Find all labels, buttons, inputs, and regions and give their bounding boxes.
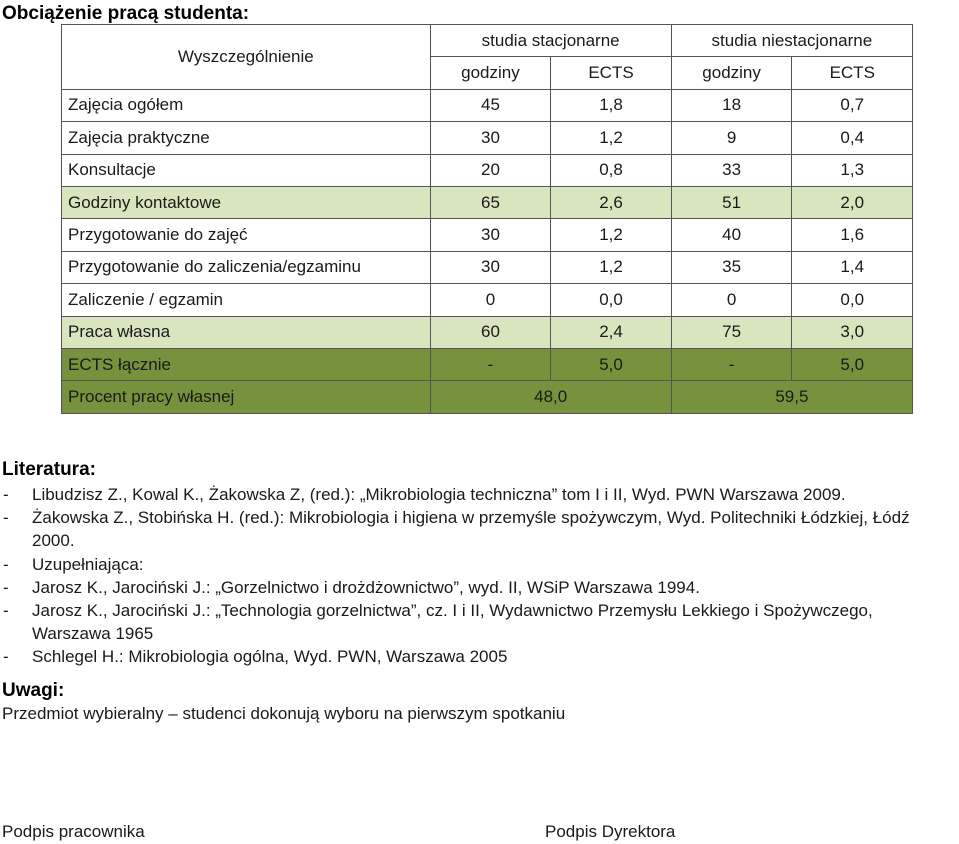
header-row-1 — [62, 25, 913, 57]
cell: 35 — [671, 251, 792, 283]
list-item-text: Schlegel H.: Mikrobiologia ogólna, Wyd. PWN, Warszawa 2005 — [32, 647, 508, 667]
cell: 2,0 — [792, 186, 913, 218]
cell: - — [671, 348, 792, 380]
cell: 1,2 — [551, 251, 671, 283]
list-item-text: Żakowska Z., Stobińska H. (red.): Mikrobiologia i higiena w przemyśle spożywczym, Wyd. Politechniki Łódzkiej, Łódź 2000. — [32, 508, 910, 551]
list-dash: - — [3, 554, 9, 574]
header-ects: ECTS — [792, 57, 913, 89]
cell: 0,4 — [792, 122, 913, 154]
header-spec: Wyszczególnienie — [62, 25, 431, 90]
cell: 30 — [430, 219, 551, 251]
cell: 60 — [430, 316, 551, 348]
cell: 20 — [430, 154, 551, 186]
cell: 1,6 — [792, 219, 913, 251]
remarks-title: Uwagi: — [2, 680, 65, 701]
cell: 30 — [430, 251, 551, 283]
cell: 0,0 — [551, 284, 671, 316]
cell: 2,4 — [551, 316, 671, 348]
cell: 5,0 — [551, 348, 671, 380]
list-item — [0, 576, 955, 599]
percent-stationary: 48,0 — [430, 381, 671, 413]
table-row — [62, 122, 913, 154]
cell: 0,0 — [792, 284, 913, 316]
list-item-text: Jarosz K., Jarociński J.: „Gorzelnictwo i drożdżownictwo”, wyd. II, WSiP Warszawa 1994. — [32, 577, 700, 597]
literature-list — [0, 483, 955, 669]
row-label: Godziny kontaktowe — [62, 186, 431, 218]
percent-row — [62, 381, 913, 413]
list-dash: - — [3, 601, 9, 621]
table-row — [62, 251, 913, 283]
header-hours: godziny — [671, 57, 792, 89]
list-dash: - — [3, 508, 9, 528]
list-item-text: Libudzisz Z., Kowal K., Żakowska Z, (red.): „Mikrobiologia techniczna” tom I i II, Wyd. PWN Warszawa 2009. — [32, 485, 846, 504]
row-label: Konsultacje — [62, 154, 431, 186]
header-ects: ECTS — [551, 57, 671, 89]
remarks-text: Przedmiot wybieralny – studenci dokonują wyboru na pierwszym spotkaniu — [2, 704, 566, 723]
header-stationary: studia stacjonarne — [430, 25, 671, 57]
header-nonstationary: studia niestacjonarne — [671, 25, 912, 57]
cell: 40 — [671, 219, 792, 251]
list-dash: - — [3, 485, 9, 504]
row-label: ECTS łącznie — [62, 348, 431, 380]
cell: 45 — [430, 89, 551, 121]
cell: 0,7 — [792, 89, 913, 121]
percent-nonstationary: 59,5 — [671, 381, 912, 413]
row-label: Zajęcia ogółem — [62, 89, 431, 121]
row-label: Przygotowanie do zaliczenia/egzaminu — [62, 251, 431, 283]
table-row — [62, 284, 913, 316]
signature-employee: Podpis pracownika — [2, 822, 145, 841]
cell: 18 — [671, 89, 792, 121]
cell: 1,2 — [551, 219, 671, 251]
row-label: Procent pracy własnej — [62, 381, 431, 413]
row-label: Przygotowanie do zajęć — [62, 219, 431, 251]
list-item — [0, 645, 955, 668]
cell: 65 — [430, 186, 551, 218]
workload-title: Obciążenie pracą studenta: — [2, 3, 250, 24]
cell: 75 — [671, 316, 792, 348]
literature-title: Literatura: — [2, 459, 96, 480]
list-dash: - — [3, 577, 9, 597]
header-hours: godziny — [430, 57, 551, 89]
list-item — [0, 553, 955, 576]
table-row — [62, 219, 913, 251]
list-item — [0, 599, 955, 645]
list-item-text: Uzupełniająca: — [32, 554, 144, 574]
cell: 2,6 — [551, 186, 671, 218]
list-item-text: Jarosz K., Jarociński J.: „Technologia gorzelnictwa”, cz. I i II, Wydawnictwo Przemysłu Lekkiego i Spożywczego, Warszawa 1965 — [32, 601, 873, 644]
cell: 1,4 — [792, 251, 913, 283]
row-label: Zaliczenie / egzamin — [62, 284, 431, 316]
cell: 1,3 — [792, 154, 913, 186]
cell: 30 — [430, 122, 551, 154]
cell: 9 — [671, 122, 792, 154]
cell: 1,8 — [551, 89, 671, 121]
row-label: Zajęcia praktyczne — [62, 122, 431, 154]
workload-table — [61, 24, 913, 414]
cell: 5,0 — [792, 348, 913, 380]
cell: 0,8 — [551, 154, 671, 186]
row-label: Praca własna — [62, 316, 431, 348]
table-row — [62, 89, 913, 121]
cell: 1,2 — [551, 122, 671, 154]
signature-director: Podpis Dyrektora — [545, 822, 676, 841]
list-dash: - — [3, 647, 9, 667]
table-row — [62, 154, 913, 186]
cell: 0 — [671, 284, 792, 316]
cell: 33 — [671, 154, 792, 186]
cell: 0 — [430, 284, 551, 316]
cell: - — [430, 348, 551, 380]
table-row — [62, 186, 913, 218]
table-row — [62, 316, 913, 348]
table-row — [62, 348, 913, 380]
list-item — [0, 506, 955, 552]
cell: 3,0 — [792, 316, 913, 348]
list-item — [0, 483, 955, 506]
cell: 51 — [671, 186, 792, 218]
